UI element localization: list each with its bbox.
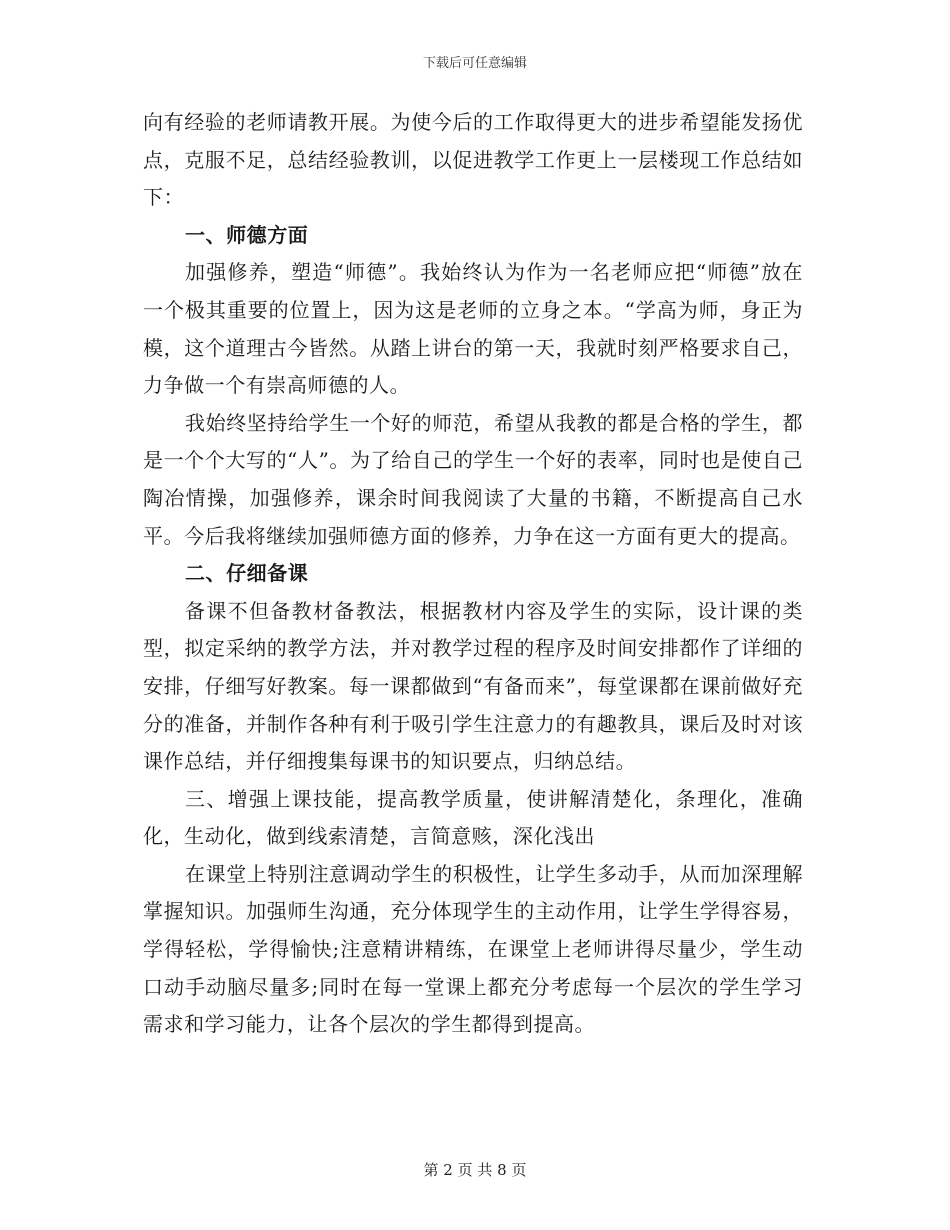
section-heading-ethics: 一、师德方面	[185, 222, 309, 247]
ethics-paragraph-2: 我始终坚持给学生一个好的师范，希望从我教的都是合格的学生，都是一个个大写的“人”。为了给自己的学生一个好的表率，同时也是使自己陶冶情操，加强修养，课余时间我阅读了大量的书籍，不断提高自己水平。今后我将继续加强师德方面的修养，力争在这一方面有更大的提高。	[143, 410, 803, 548]
page-header: 下载后可任意编辑	[422, 56, 527, 71]
page-number: 第 2 页 共 8 页	[423, 1161, 527, 1179]
document-body	[143, 104, 803, 1044]
teaching-skills-paragraph: 在课堂上特别注意调动学生的积极性，让学生多动手，从而加深理解掌握知识。加强师生沟通，充分体现学生的主动作用，让学生学得容易，学得轻松，学得愉快;注意精讲精练，在课堂上老师讲得尽量少，学生动口动手动脑尽量多;同时在每一堂课上都充分考虑每一个层次的学生学习需求和学习能力，让各个层次的学生都得到提高。	[143, 861, 803, 1037]
lesson-prep-paragraph: 备课不但备教材备教法，根据教材内容及学生的实际，设计课的类型，拟定采纳的教学方法，并对教学过程的程序及时间安排都作了详细的安排，仔细写好教案。每一课都做到“有备而来”，每堂课都在课前做好充分的准备，并制作各种有利于吸引学生注意力的有趣教具，课后及时对该课作总结，并仔细搜集每课书的知识要点，归纳总结。	[143, 598, 803, 774]
section-heading-teaching-skills: 三、增强上课技能，提高教学质量，使讲解清楚化，条理化，准确化，生动化，做到线索清楚，言简意赅，深化浅出	[143, 786, 803, 849]
section-heading-lesson-prep: 二、仔细备课	[185, 561, 309, 586]
intro-paragraph: 向有经验的老师请教开展。为使今后的工作取得更大的进步希望能发扬优点，克服不足，总结经验教训，以促进教学工作更上一层楼现工作总结如下：	[143, 110, 803, 210]
ethics-paragraph-1: 加强修养，塑造“师德”。我始终认为作为一名老师应把“师德”放在一个极其重要的位置上，因为这是老师的立身之本。“学高为师，身正为模，这个道理古今皆然。从踏上讲台的第一天，我就时刻严格要求自己，力争做一个有崇高师德的人。	[143, 260, 803, 398]
